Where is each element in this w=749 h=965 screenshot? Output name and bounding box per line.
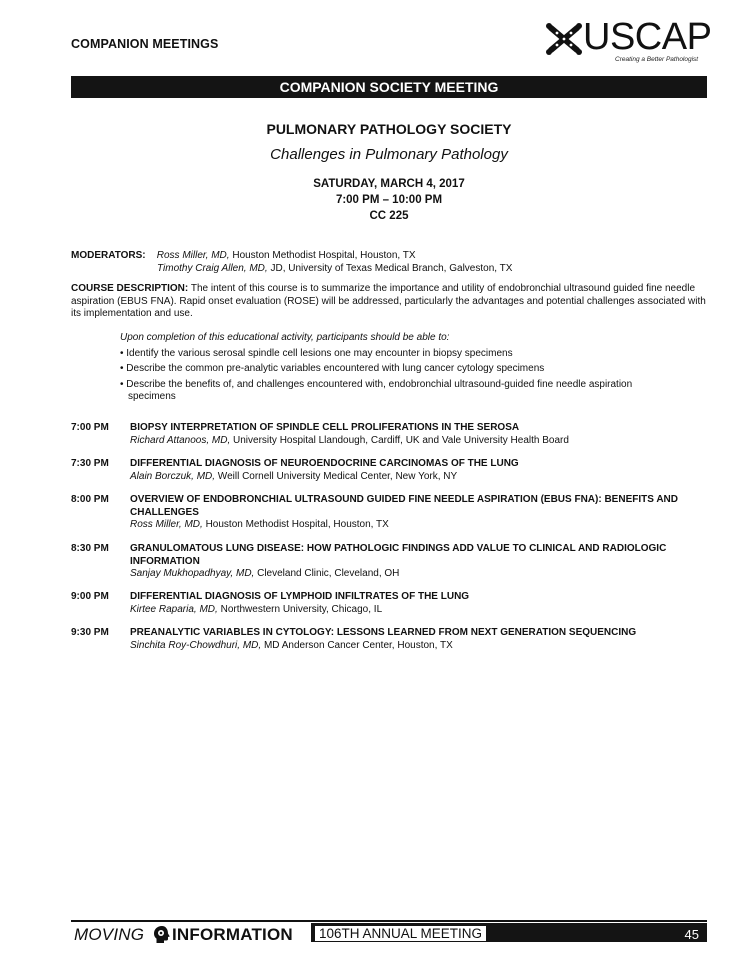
speaker-affiliation: Weill Cornell University Medical Center, New York, NY [215, 470, 458, 482]
schedule-time: 8:30 PM [71, 543, 109, 554]
schedule-time: 7:30 PM [71, 458, 109, 469]
footer-rule [71, 920, 707, 922]
speaker-name: Sinchita Roy-Chowdhuri, MD, [130, 639, 262, 651]
page-number: 45 [684, 927, 699, 942]
schedule-time: 8:00 PM [71, 494, 109, 505]
moderator-affiliation: Houston Methodist Hospital, Houston, TX [229, 250, 416, 261]
schedule-time: 9:30 PM [71, 627, 109, 638]
page-footer [71, 920, 707, 944]
speaker-name: Ross Miller, MD, [130, 519, 203, 530]
session-room: CC 225 [369, 210, 409, 222]
schedule-speaker-line [130, 604, 710, 617]
schedule-title: OVERVIEW OF ENDOBRONCHIAL ULTRASOUND GUIDED FINE NEEDLE ASPIRATION (EBUS FNA): BENEFITS AND CHALLENGES [130, 494, 678, 518]
session-details [71, 176, 707, 224]
footer-moving: MOVING [74, 925, 145, 944]
speaker-name: Kirtee Raparia, MD, [130, 603, 218, 615]
objectives-intro: Upon completion of this educational activity, participants should be able to: [120, 332, 450, 343]
meeting-banner: COMPANION SOCIETY MEETING [71, 76, 707, 98]
schedule-speaker-line [130, 435, 710, 448]
speaker-affiliation: University Hospital Llandough, Cardiff, UK and Vale University Health Board [230, 434, 569, 446]
moderators-label: MODERATORS: [71, 250, 146, 261]
schedule-speaker-line [130, 471, 710, 484]
schedule-title: DIFFERENTIAL DIAGNOSIS OF LYMPHOID INFILTRATES OF THE LUNG [130, 591, 470, 602]
schedule-time: 7:00 PM [71, 422, 109, 433]
society-title: PULMONARY PATHOLOGY SOCIETY [266, 121, 512, 137]
objective-item-continuation: specimens [128, 391, 176, 402]
moderator-row [71, 263, 711, 276]
schedule-speaker-line [130, 640, 710, 653]
uscap-logo [545, 16, 712, 66]
speaker-name: Richard Attanoos, MD, [130, 434, 231, 446]
speaker-affiliation: Houston Methodist Hospital, Houston, TX [202, 519, 389, 530]
course-description-text: The intent of this course is to summarize the importance and utility of endobronchial ultrasound guided fine needle aspiration (EBUS FNA). Rapid onset evaluation (ROSE) will be addressed, particularly the advantages and potential challenges associated with its implementation and use. [71, 283, 706, 319]
speaker-name: Alain Borczuk, MD, [130, 470, 216, 482]
uscap-x-icon [545, 22, 583, 56]
footer-information: INFORMATION [172, 925, 293, 944]
footer-annual-meeting: 106TH ANNUAL MEETING [315, 926, 486, 941]
speaker-affiliation: Northwestern University, Chicago, IL [217, 603, 383, 615]
objective-item: • Describe the common pre-analytic variables encountered with lung cancer cytology specimens [120, 363, 545, 374]
schedule-speaker-line [130, 568, 710, 581]
schedule-title: BIOPSY INTERPRETATION OF SPINDLE CELL PROLIFERATIONS IN THE SEROSA [130, 422, 520, 433]
schedule-speaker-line [130, 519, 710, 532]
speaker-affiliation: MD Anderson Cancer Center, Houston, TX [261, 639, 453, 651]
section-label: COMPANION MEETINGS [71, 37, 219, 51]
speaker-affiliation: Cleveland Clinic, Cleveland, OH [254, 568, 400, 579]
course-description-label: COURSE DESCRIPTION: [71, 283, 189, 294]
objective-item: • Identify the various serosal spindle cell lesions one may encounter in biopsy specimens [120, 347, 513, 359]
moderator-name: Timothy Craig Allen, MD, [157, 262, 268, 274]
session-date: SATURDAY, MARCH 4, 2017 [313, 178, 465, 190]
logo-text: USCAP [583, 16, 712, 58]
moderator-name: Ross Miller, MD, [156, 250, 230, 261]
schedule-title: DIFFERENTIAL DIAGNOSIS OF NEUROENDOCRINE CARCINOMAS OF THE LUNG [130, 458, 519, 469]
moderator-row [71, 250, 711, 263]
course-description [71, 283, 711, 321]
moderator-affiliation: JD, University of Texas Medical Branch, Galveston, TX [267, 262, 513, 274]
speaker-name: Sanjay Mukhopadhyay, MD, [130, 568, 255, 579]
session-time: 7:00 PM – 10:00 PM [335, 194, 443, 206]
schedule-title: GRANULOMATOUS LUNG DISEASE: HOW PATHOLOGIC FINDINGS ADD VALUE TO CLINICAL AND RADIOLOGIC INFORMATION [130, 543, 667, 567]
schedule-title: PREANALYTIC VARIABLES IN CYTOLOGY: LESSONS LEARNED FROM NEXT GENERATION SEQUENCING [130, 627, 637, 638]
moderators [71, 250, 711, 275]
schedule-time: 9:00 PM [71, 591, 109, 602]
logo-tagline: Creating a Better Pathologist [615, 56, 699, 63]
learning-objectives [120, 332, 710, 404]
course-subtitle: Challenges in Pulmonary Pathology [270, 146, 508, 163]
head-profile-icon [153, 925, 171, 944]
objective-item: • Describe the benefits of, and challenges encountered with, endobronchial ultrasound-guided fine needle aspiration [120, 378, 633, 390]
